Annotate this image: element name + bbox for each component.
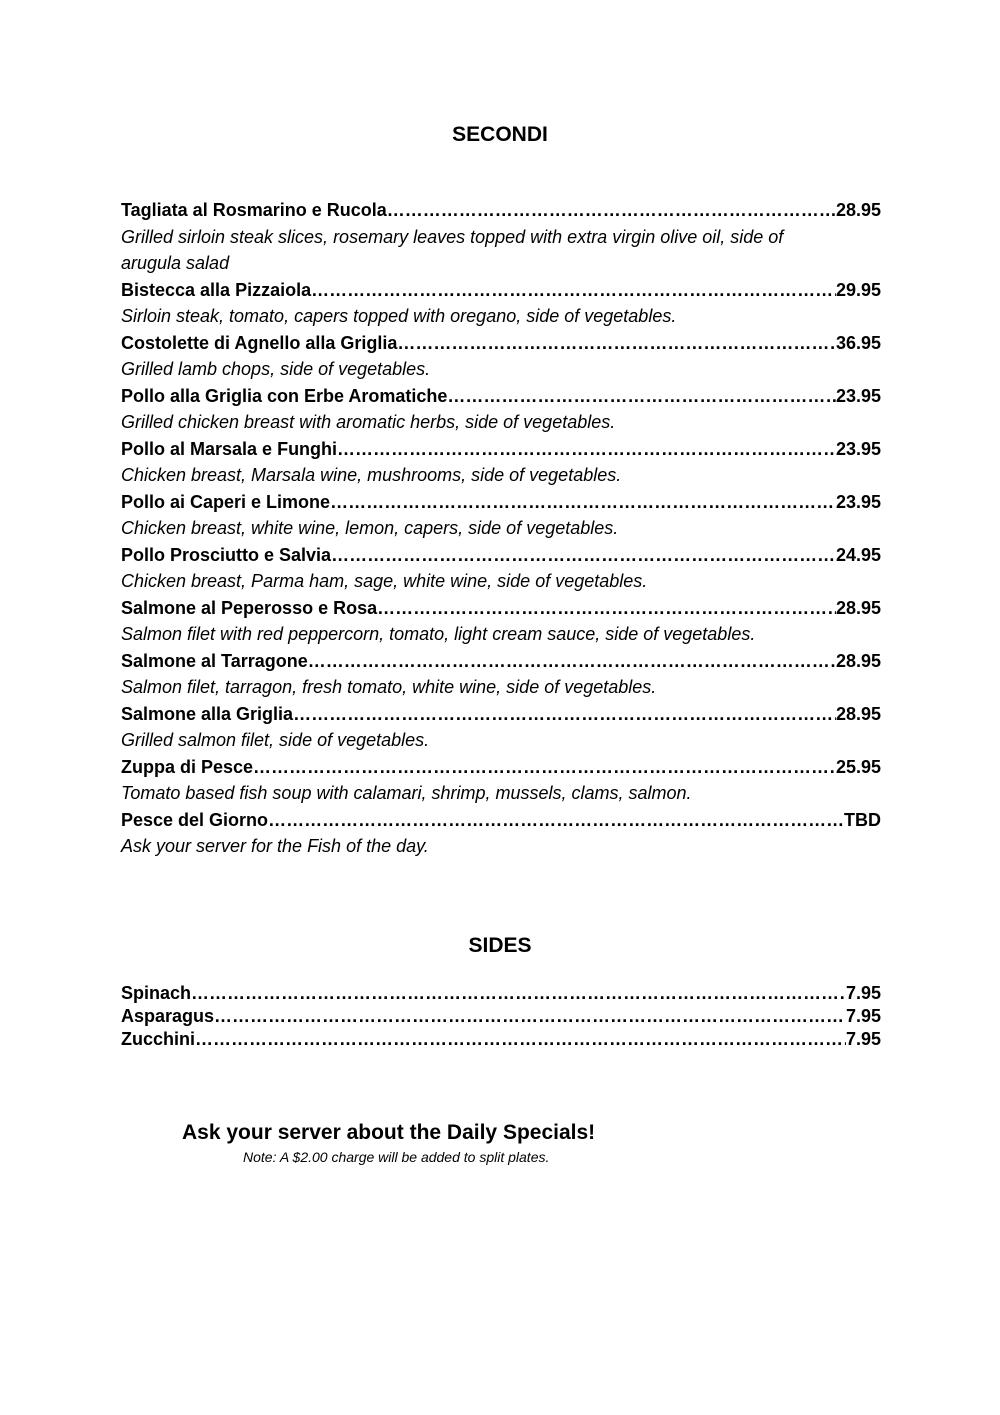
item-price: 23.95 [835,385,881,406]
item-description: Tomato based fish soup with calamari, shrimp, mussels, clams, salmon. [121,783,692,803]
item-description: Salmon filet with red peppercorn, tomato, light cream sauce, side of vegetables. [121,624,756,644]
dot-leader [195,1028,846,1051]
item-description: Sirloin steak, tomato, capers topped with oregano, side of vegetables. [121,306,677,326]
menu-item [121,383,881,436]
menu-item-row [121,383,881,410]
menu-item [121,436,881,489]
menu-item [121,595,881,648]
menu-item-row [121,807,881,834]
dot-leader [214,1005,846,1028]
item-name: Pesce del Giorno [121,809,269,830]
item-description: Grilled lamb chops, side of vegetables. [121,359,431,379]
menu-item [121,807,881,860]
secondi-heading: SECONDI [452,123,548,146]
item-price: TBD [844,809,881,830]
menu-item [121,277,881,330]
menu-item [121,330,881,383]
dot-leader [387,197,836,224]
item-price: 7.95 [845,1029,881,1049]
dot-leader [308,648,836,675]
item-name: Pollo alla Griglia con Erbe Aromatiche [121,385,448,406]
item-description: Chicken breast, Parma ham, sage, white wine, side of vegetables. [121,571,648,591]
item-price: 23.95 [835,438,881,459]
menu-item-row [121,701,881,728]
item-description: Chicken breast, Marsala wine, mushrooms, side of vegetables. [121,465,622,485]
item-name: Tagliata al Rosmarino e Rucola [121,200,387,220]
item-price: 24.95 [835,544,881,565]
item-description: Chicken breast, white wine, lemon, capers, side of vegetables. [121,518,619,538]
dot-leader [253,754,836,781]
dot-leader [311,277,836,304]
item-name: Bistecca alla Pizzaiola [121,279,312,300]
item-name: Costolette di Agnello alla Griglia [121,332,398,353]
item-name: Zucchini [121,1029,196,1049]
sides-heading: SIDES [468,934,532,957]
menu-item-row [121,489,881,516]
item-description: Ask your server for the Fish of the day. [121,836,429,856]
menu-item [121,542,881,595]
item-name: Pollo Prosciutto e Salvia [121,544,332,565]
menu-item [121,197,881,277]
menu-item-row [121,648,881,675]
item-price: 7.95 [845,1006,881,1026]
item-price: 28.95 [835,703,881,724]
item-price: 28.95 [835,200,881,220]
item-price: 25.95 [835,756,881,777]
item-price: 23.95 [835,491,881,512]
secondi-list [121,197,881,860]
side-item-row [121,1028,881,1051]
dot-leader [330,489,836,516]
item-price: 7.95 [845,983,881,1003]
item-name: Salmone al Peperosso e Rosa [121,597,378,618]
item-price: 36.95 [835,332,881,353]
side-item-row [121,1005,881,1028]
menu-item [121,489,881,542]
item-name: Asparagus [121,1006,215,1026]
item-description: Salmon filet, tarragon, fresh tomato, white wine, side of vegetables. [121,677,657,697]
item-name: Spinach [121,983,192,1003]
item-name: Salmone alla Griglia [121,703,294,724]
item-name: Salmone al Tarragone [121,650,308,671]
menu-item-row [121,197,881,224]
item-description: Grilled chicken breast with aromatic herbs, side of vegetables. [121,412,616,432]
menu-item [121,648,881,701]
side-item-row [121,982,881,1005]
dot-leader [268,807,844,834]
menu-item-row [121,277,881,304]
menu-item-row [121,754,881,781]
item-name: Pollo ai Caperi e Limone [121,491,331,512]
dot-leader [337,436,836,463]
item-price: 28.95 [835,597,881,618]
daily-specials-callout: Ask your server about the Daily Specials! [182,1121,596,1144]
sides-list [121,982,881,1051]
dot-leader [397,330,836,357]
item-price: 29.95 [835,279,881,300]
menu-item-row [121,330,881,357]
menu-item-row [121,595,881,622]
dot-leader [331,542,836,569]
item-price: 28.95 [835,650,881,671]
dot-leader [293,701,836,728]
item-description: Grilled sirloin steak slices, rosemary leaves topped with extra virgin olive oil, side of arugula salad [121,226,784,273]
menu-item-row [121,436,881,463]
item-name: Pollo al Marsala e Funghi [121,438,338,459]
item-description: Grilled salmon filet, side of vegetables. [121,730,430,750]
menu-item [121,754,881,807]
split-plate-note: Note: A $2.00 charge will be added to split plates. [243,1149,550,1165]
dot-leader [191,982,846,1005]
menu-item-row [121,542,881,569]
item-name: Zuppa di Pesce [121,756,254,777]
menu-item [121,701,881,754]
dot-leader [377,595,836,622]
dot-leader [447,383,836,410]
